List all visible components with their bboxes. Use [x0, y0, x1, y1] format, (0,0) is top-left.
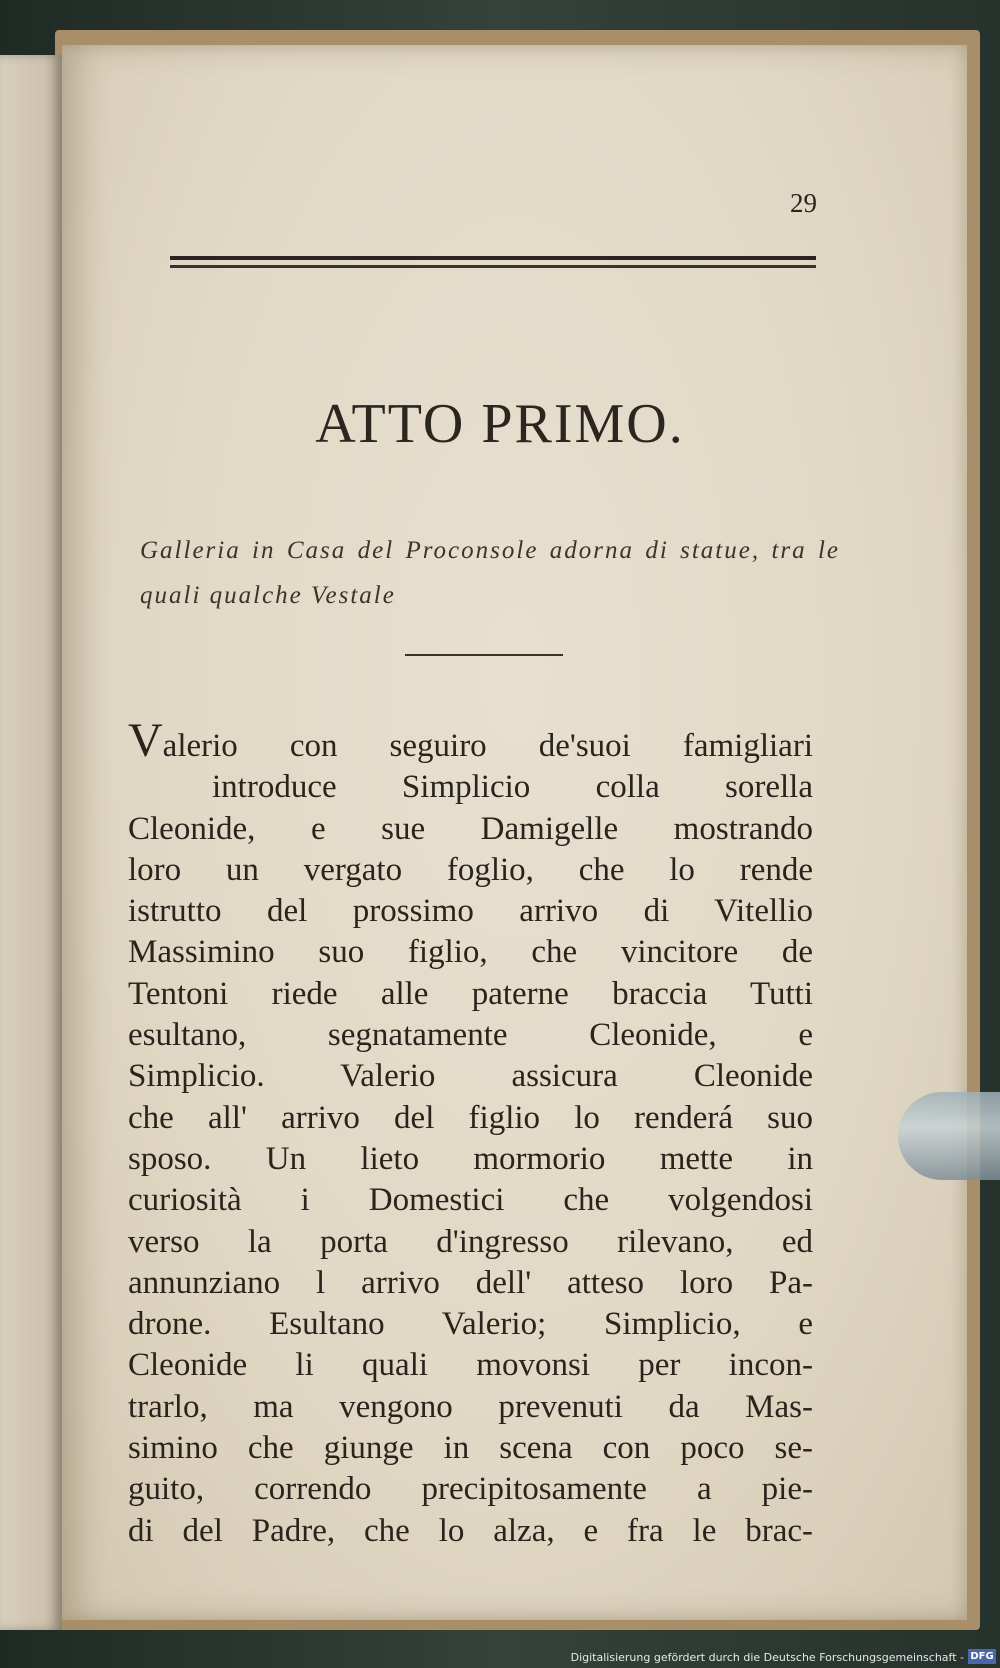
text-line: Massimino suo figlio, che vincitore de: [128, 934, 813, 971]
text-line: verso la porta d'ingresso rilevano, ed: [128, 1223, 813, 1260]
text-line: loro un vergato foglio, che lo rende: [128, 851, 813, 888]
digitization-credit: Digitalisierung gefördert durch die Deutsche Forschungsgemeinschaft -: [570, 1651, 964, 1664]
text-line: guito, correndo precipitosamente a pie-: [128, 1471, 813, 1508]
text-line: curiosità i Domestici che volgendosi: [128, 1182, 813, 1219]
page-number: 29: [790, 188, 817, 218]
text-line: trarlo, ma vengono prevenuti da Mas-: [128, 1388, 813, 1425]
text-line: simino che giunge in scena con poco se-: [128, 1430, 813, 1467]
text-line: Cleonide li quali movonsi per incon-: [128, 1347, 813, 1384]
text-line: di del Padre, che lo alza, e fra le brac-: [128, 1512, 813, 1549]
header-rule: [170, 256, 816, 260]
text-line: introduce Simplicio colla sorella: [212, 769, 813, 806]
body-text: [128, 714, 813, 1552]
text-line: drone. Esultano Valerio; Simplicio, e: [128, 1306, 813, 1343]
text-line: sposo. Un lieto mormorio mette in: [128, 1140, 813, 1177]
left-page-edge: [0, 55, 62, 1630]
text-line: Cleonide, e sue Damigelle mostrando: [128, 810, 813, 847]
act-title: ATTO PRIMO.: [315, 393, 685, 455]
text-line: annunziano l arrivo dell' atteso loro Pa-: [128, 1264, 813, 1301]
dfg-logo: DFG: [968, 1649, 996, 1664]
page-clip: [898, 1092, 1000, 1180]
text-line: istrutto del prossimo arrivo di Vitellio: [128, 893, 813, 930]
text-line: Valerio con seguiro de'suoi famigliari: [128, 714, 813, 767]
text-line: Tentoni riede alle paterne braccia Tutti: [128, 975, 813, 1012]
text-line: esultano, segnatamente Cleonide, e: [128, 1017, 813, 1054]
scene-description: Galleria in Casa del Proconsole adorna di statue, tra le quali qualche Vestale: [140, 537, 840, 609]
text-line: Simplicio. Valerio assicura Cleonide: [128, 1058, 813, 1095]
drop-cap: V: [128, 714, 163, 767]
header-rule-lower: [170, 265, 816, 268]
text-line: che all' arrivo del figlio lo renderá suo: [128, 1099, 813, 1136]
section-divider: [405, 654, 563, 656]
